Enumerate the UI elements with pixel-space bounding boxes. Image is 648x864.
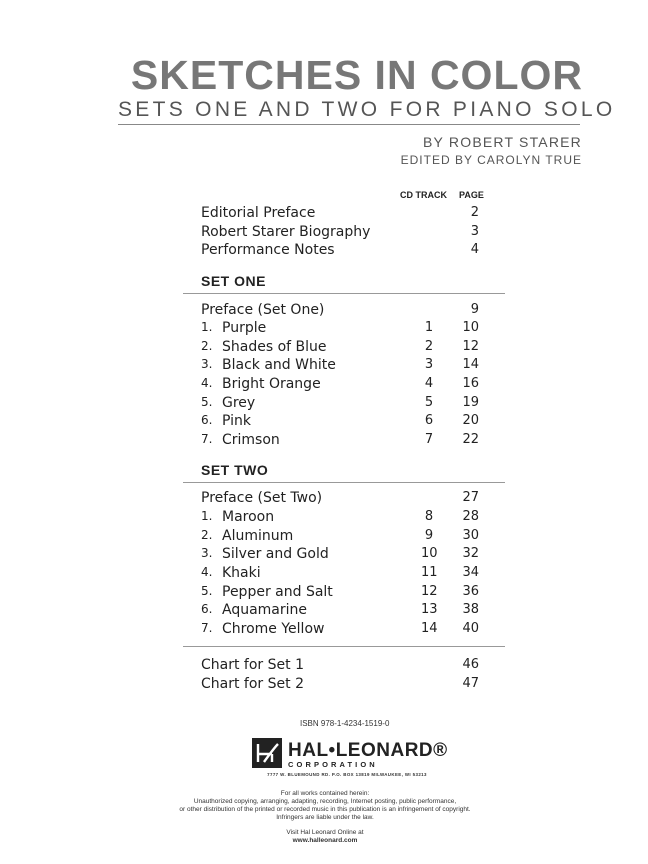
toc-row xyxy=(201,413,479,431)
cd-track: 13 xyxy=(421,602,438,617)
book-title: SKETCHES IN COLOR xyxy=(130,52,583,98)
piece-title: Maroon xyxy=(222,509,275,525)
publisher-address: 7777 W. BLUEMOUND RD. P.O. BOX 13819 MILWAUKEE, WI 53213 xyxy=(267,772,427,777)
cd-track: 8 xyxy=(424,509,434,524)
toc-label: Robert Starer Biography xyxy=(201,224,371,240)
piece-number: 6. xyxy=(201,413,213,427)
cd-track: 7 xyxy=(424,432,434,447)
toc-page: 36 xyxy=(462,584,479,599)
cd-track: 5 xyxy=(424,395,434,410)
cd-track-column-header: CD TRACK xyxy=(400,190,447,200)
toc-row xyxy=(201,565,479,583)
toc-row xyxy=(201,339,479,357)
piece-title: Aluminum xyxy=(222,528,294,544)
cd-track: 14 xyxy=(421,621,438,636)
toc-row xyxy=(201,432,479,450)
toc-page: 32 xyxy=(462,546,479,561)
toc-page: 19 xyxy=(462,395,479,410)
piece-number: 7. xyxy=(201,621,213,635)
isbn: ISBN 978-1-4234-1519-0 xyxy=(300,719,390,728)
toc-page: 3 xyxy=(470,224,479,239)
toc-row xyxy=(201,302,479,320)
piece-title: Shades of Blue xyxy=(222,339,327,355)
toc-row xyxy=(201,584,479,602)
toc-page: 4 xyxy=(470,242,479,257)
toc-page: 38 xyxy=(462,602,479,617)
legal-line: For all works contained herein: xyxy=(280,790,370,797)
piece-number: 1. xyxy=(201,320,213,334)
piece-title: Grey xyxy=(222,395,256,411)
toc-row xyxy=(201,242,479,260)
toc-page: 20 xyxy=(462,413,479,428)
toc-row xyxy=(201,509,479,527)
piece-title: Chrome Yellow xyxy=(222,621,325,637)
cd-track: 4 xyxy=(424,376,434,391)
piece-number: 5. xyxy=(201,395,213,409)
legal-line: Infringers are liable under the law. xyxy=(276,814,374,821)
toc-page: 30 xyxy=(462,528,479,543)
toc-label: Editorial Preface xyxy=(201,205,316,221)
toc-page: 16 xyxy=(462,376,479,391)
piece-title: Crimson xyxy=(222,432,280,448)
cd-track: 10 xyxy=(421,546,438,561)
toc-row xyxy=(201,205,479,223)
toc-row xyxy=(201,676,479,694)
toc-page: 2 xyxy=(470,205,479,220)
toc-row xyxy=(201,395,479,413)
author-credit: BY ROBERT STARER xyxy=(423,134,582,150)
hal-leonard-logo-icon xyxy=(252,738,282,768)
piece-title: Aquamarine xyxy=(222,602,308,618)
logo-corporation-text: CORPORATION xyxy=(288,760,378,769)
toc-page: 34 xyxy=(462,565,479,580)
toc-label: Chart for Set 2 xyxy=(201,676,304,692)
piece-number: 1. xyxy=(201,509,213,523)
toc-page: 10 xyxy=(462,320,479,335)
toc-row xyxy=(201,602,479,620)
piece-title: Silver and Gold xyxy=(222,546,329,562)
piece-title: Pink xyxy=(222,413,252,429)
set-one-heading: SET ONE xyxy=(201,273,266,289)
toc-row xyxy=(201,224,479,242)
cd-track: 3 xyxy=(424,357,434,372)
toc-page: 28 xyxy=(462,509,479,524)
piece-number: 2. xyxy=(201,339,213,353)
legal-line: or other distribution of the printed or recorded music in this publication is an infringement of copyright. xyxy=(179,806,471,813)
cd-track: 2 xyxy=(424,339,434,354)
cd-track: 12 xyxy=(421,584,438,599)
toc-row xyxy=(201,357,479,375)
piece-number: 7. xyxy=(201,432,213,446)
piece-number: 5. xyxy=(201,584,213,598)
cd-track: 1 xyxy=(424,320,434,335)
cd-track: 6 xyxy=(424,413,434,428)
piece-title: Pepper and Salt xyxy=(222,584,333,600)
piece-number: 3. xyxy=(201,357,213,371)
piece-title: Bright Orange xyxy=(222,376,321,392)
toc-page: 14 xyxy=(462,357,479,372)
legal-line: Unauthorized copying, arranging, adapting, recording, Internet posting, public performance, xyxy=(193,798,457,805)
piece-number: 4. xyxy=(201,376,213,390)
toc-label: Chart for Set 1 xyxy=(201,657,304,673)
set-two-heading: SET TWO xyxy=(201,462,269,478)
charts-divider xyxy=(183,646,505,647)
piece-number: 6. xyxy=(201,602,213,616)
toc-row xyxy=(201,320,479,338)
toc-page: 9 xyxy=(470,302,479,317)
toc-label: Preface (Set One) xyxy=(201,302,325,318)
toc-label: Performance Notes xyxy=(201,242,335,258)
editor-credit: EDITED BY CAROLYN TRUE xyxy=(400,153,582,167)
toc-label: Preface (Set Two) xyxy=(201,490,323,506)
toc-page: 27 xyxy=(462,490,479,505)
toc-row xyxy=(201,546,479,564)
set-two-divider xyxy=(183,482,505,483)
cd-track: 9 xyxy=(424,528,434,543)
toc-page: 12 xyxy=(462,339,479,354)
toc-row xyxy=(201,621,479,639)
page-column-header: PAGE xyxy=(459,190,484,200)
toc-row xyxy=(201,528,479,546)
book-subtitle: SETS ONE AND TWO FOR PIANO SOLO xyxy=(118,98,616,121)
logo-brand-text: HAL•LEONARD® xyxy=(288,740,448,761)
toc-page: 40 xyxy=(462,621,479,636)
piece-title: Black and White xyxy=(222,357,336,373)
website-link[interactable]: www.halleonard.com xyxy=(292,837,358,844)
piece-number: 4. xyxy=(201,565,213,579)
toc-page: 47 xyxy=(462,676,479,691)
piece-number: 3. xyxy=(201,546,213,560)
title-rule xyxy=(118,124,580,125)
set-one-divider xyxy=(183,293,505,294)
visit-text: Visit Hal Leonard Online at xyxy=(286,829,364,836)
piece-number: 2. xyxy=(201,528,213,542)
hal-leonard-logo xyxy=(252,738,448,774)
toc-page: 46 xyxy=(462,657,479,672)
toc-page: 22 xyxy=(462,432,479,447)
toc-row xyxy=(201,657,479,675)
toc-row xyxy=(201,376,479,394)
piece-title: Purple xyxy=(222,320,267,336)
toc-row xyxy=(201,490,479,508)
piece-title: Khaki xyxy=(222,565,261,581)
cd-track: 11 xyxy=(421,565,438,580)
